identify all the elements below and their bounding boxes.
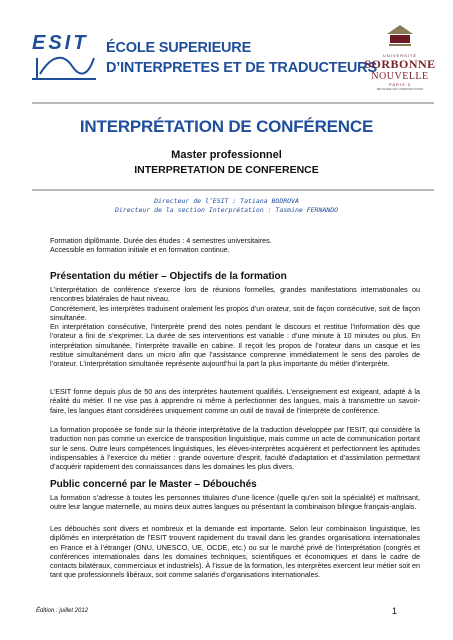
school-name-line2: D’INTERPRETES ET DE TRADUCTEURS — [106, 60, 377, 76]
header-rule-top — [32, 102, 434, 104]
director-line: Directeur de l’ESIT : Tatiana BODROVA — [154, 197, 299, 205]
sorbonne-crest-icon — [386, 24, 414, 48]
edition-date: Édition : juillet 2012 — [36, 608, 89, 614]
sorbonne-line3: PARIS 3 — [388, 82, 412, 87]
school-name — [106, 38, 377, 78]
section1-paragraph-1: L’interprétation de conférence s’exerce lors de réunions formelles, grandes manifestations internationales ou rencontres bilatérales de haut niveau. — [50, 285, 420, 304]
sorbonne-line1: SORBONNE — [364, 57, 436, 71]
sorbonne-logo — [364, 24, 436, 94]
sorbonne-line2: NOUVELLE — [371, 71, 429, 82]
sorbonne-univ: UNIVERSITÉ — [382, 53, 417, 58]
esit-logo-graphic — [32, 52, 96, 82]
page-number: 1 — [392, 606, 398, 616]
section1-paragraph-4: L’ESIT forme depuis plus de 50 ans des interprètes hautement qualifiés. L’enseignement est exigeant, adapté à la réalité du métier. Il ne vise pas à apprendre ni même à perfectionner des langues, mais à transmettre un savoir-faire, les langues étant considérées uniquement comme un outil de travail de l’interprète de conférence. — [50, 387, 420, 415]
subtitle-master: Master professionnel — [171, 149, 282, 161]
intro-line2: Accessible en formation initiale et en formation continue. — [50, 245, 230, 254]
page-title: INTERPRÉTATION DE CONFÉRENCE — [79, 117, 374, 136]
section1-heading: Présentation du métier – Objectifs de la formation — [50, 271, 287, 282]
section1-paragraph-3: En interprétation consécutive, l’interprète prend des notes pendant le discours et restitue l’information dès que l’orateur a fini de s’exprimer. La durée de ses interventions est variable : d’une minute à 10 minutes ou plus. En interprétation simultanée, l’interprète travaille en cabine. Il reçoit les propos de l’orateur dans un casque et les restitue simultanément dans un micro afin que l’assistance comprenne immédiatement le sens des paroles de l’orateur. L’interprétation simultanée représente aujourd’hui la part la plus importante du métier d’interprète. — [50, 322, 420, 369]
esit-logo — [32, 32, 96, 84]
subtitle-program: INTERPRETATION DE CONFERENCE — [134, 164, 319, 176]
sorbonne-line4: MÉTHODE DE COMMUNICATION — [376, 87, 424, 91]
section2-paragraph-2: Les débouchés sont divers et nombreux et la demande est importante. Selon leur combinaison linguistique, les diplômés en interprétation de l’ESIT trouvent rapidement du travail dans les grandes organisations internationales en France et à l’étranger (ONU, UNESCO, UE, OCDE, etc.) ou sur le marché privé de l’interprétation (congrès et conférences internationales dans les domaines techniques, scientifiques et économiques et dans le cadre de contacts bilatéraux, commerciaux et industriels). À l’issue de la formation, les interprètes exercent leur métier soit en tant que professionnels libéraux, soit comme salariés d’organisations internationales. — [50, 524, 420, 580]
intro-line1: Formation diplômante. Durée des études : 4 semestres universitaires. — [50, 236, 272, 245]
section2-paragraph-1: La formation s’adresse à toutes les personnes titulaires d’une licence (quelle qu’en soit la spécialité) et maîtrisant, outre leur langue maternelle, au moins deux autres langues ou présentant la combinaison bilingue français-anglais. — [50, 493, 420, 512]
section1-paragraph-5: La formation proposée se fonde sur la théorie interprétative de la traduction développée par l’ESIT, qui considère la traduction non pas comme un exercice de transposition linguistique, mais comme un acte de communication portant sur le sens. Outre leurs compétences linguistiques, les élèves-interprètes acquièrent et perfectionnent les aptitudes indispensables à l’exercice du métier : grande ouverture d’esprit, faculté d’adaptation et d’assimilation permettant d’acquérir rapidement des connaissances dans les domaines les plus divers. — [50, 425, 420, 472]
section2-heading: Public concerné par le Master – Débouchés — [50, 479, 257, 490]
header-rule-bottom — [32, 189, 434, 191]
esit-logo-text: ESIT — [32, 32, 89, 54]
school-name-line1: ÉCOLE SUPERIEURE — [106, 40, 252, 56]
section-director-line: Directeur de la section Interprétation : Tasmine FERNANDO — [114, 206, 339, 214]
section1-paragraph-2: Concrètement, les interprètes traduisent oralement les propos d’un orateur, soit de façon consécutive, soit de façon simultanée. — [50, 304, 420, 323]
